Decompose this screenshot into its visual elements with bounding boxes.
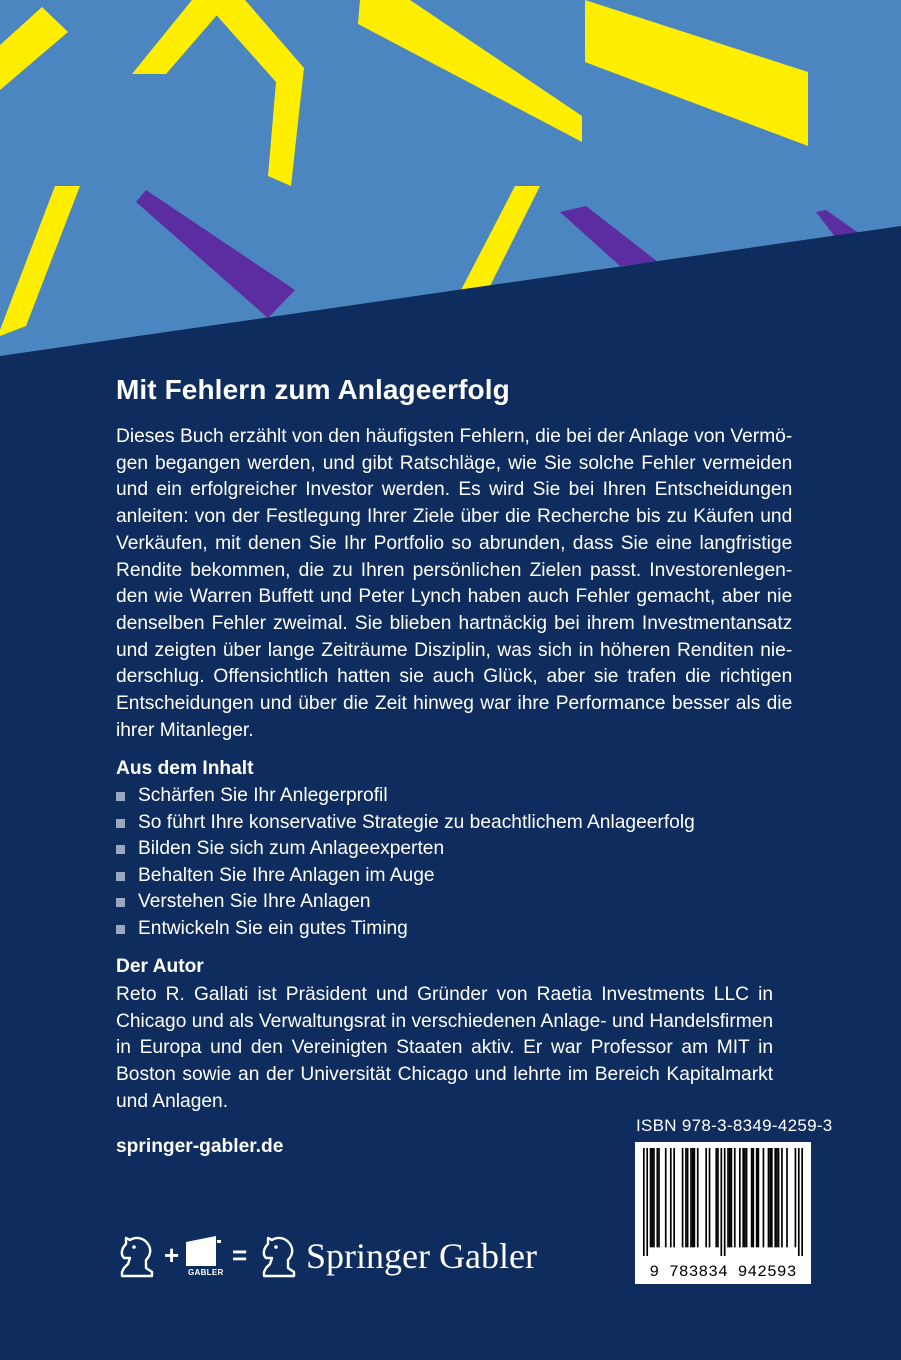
barcode-bar [653, 1148, 655, 1247]
description-line: und ein erfolgreicher Investor werden. Es wird Sie bei Ihren Entscheidungen [116, 479, 793, 501]
barcode-bar [673, 1148, 675, 1247]
barcode-bar [692, 1148, 694, 1247]
square-bullet-icon [116, 792, 125, 801]
description-line: anleiten: von der Festlegung Ihrer Ziele über die Recherche bis zu Käufen und [116, 506, 793, 528]
description-line: Verkäufen, mit denen Sie Ihr Portfolio so abrunden, dass Sie eine langfristige [116, 532, 793, 554]
square-bullet-icon [116, 872, 125, 881]
barcode-bar [798, 1148, 800, 1256]
list-item [116, 863, 695, 890]
publisher-logo [116, 1232, 556, 1284]
author-heading: Der Autor [116, 956, 204, 977]
barcode-bar [727, 1148, 729, 1247]
list-item [116, 836, 695, 863]
barcode-bar [758, 1148, 760, 1247]
equals-sign: = [232, 1240, 248, 1270]
barcode-bar [687, 1148, 689, 1247]
barcode-bar [756, 1148, 758, 1247]
barcode-bar [697, 1148, 699, 1247]
list-item [116, 889, 695, 916]
barcode-bar [717, 1148, 719, 1247]
springer-word: Springer [306, 1236, 430, 1276]
list-item-label: Schärfen Sie Ihr Anlegerprofil [138, 785, 388, 806]
author-line: Boston sowie an der Universität Chicago und lehrte im Bereich Kapitalmarkt [116, 1064, 774, 1086]
isbn-label: ISBN 978-3-8349-4259-3 [636, 1116, 833, 1135]
barcode-bar [752, 1148, 754, 1247]
description-line: und zeigten über lange Zeiträume Disziplin, was sich in höheren Renditen nie- [116, 639, 793, 661]
barcode-bar [651, 1148, 653, 1247]
description-line: Entscheidungen und über die Zeit hinweg war ihre Performance besser als die [116, 693, 793, 715]
list-item-label: So führt Ihre konservative Strategie zu beachtlichem Anlageerfolg [138, 811, 695, 833]
springer-gabler-wordmark [306, 1235, 537, 1277]
barcode-bar [646, 1148, 648, 1256]
barcode-bar [670, 1148, 672, 1247]
author-bio [116, 982, 773, 1116]
description-line: ihrer Mitanleger. [116, 719, 254, 741]
barcode-bar [731, 1148, 733, 1247]
square-bullet-icon [116, 819, 125, 828]
barcode-bar [801, 1148, 803, 1256]
barcode-bar [650, 1148, 652, 1247]
barcode-bar [705, 1148, 707, 1247]
description-line: Rendite bekommen, die zu Ihren persönlichen Zielen passt. Investorenlegen- [116, 559, 793, 581]
barcode-bar [685, 1148, 687, 1247]
book-title: Mit Fehlern zum Anlageerfolg [116, 374, 510, 405]
list-item [116, 916, 695, 943]
barcode-bar [734, 1148, 736, 1247]
barcode-bar [746, 1148, 748, 1247]
isbn-barcode [635, 1142, 811, 1284]
barcode-bar [694, 1148, 696, 1247]
plus-sign: + [164, 1240, 180, 1270]
barcode-bar [690, 1148, 692, 1247]
barcode-digits: 9 783834 942593 [649, 1263, 797, 1281]
list-item-label: Bilden Sie sich zum Anlageexperten [138, 838, 445, 860]
barcode-bar [656, 1148, 658, 1247]
list-item-label: Behalten Sie Ihre Anlagen im Auge [138, 864, 435, 886]
list-item [116, 810, 695, 837]
barcode-bar [658, 1148, 660, 1247]
barcode-bar [742, 1148, 744, 1247]
barcode-bar [774, 1148, 776, 1247]
square-bullet-icon [116, 898, 125, 907]
contents-list [116, 783, 695, 943]
barcode-bar [665, 1148, 667, 1247]
barcode-bar [776, 1148, 778, 1247]
square-bullet-icon [116, 925, 125, 934]
barcode-bar [744, 1148, 746, 1247]
description-line: Dieses Buch erzählt von den häufigsten Fehlern, die bei der Anlage von Vermö- [116, 426, 793, 447]
barcode-bar [729, 1148, 731, 1247]
barcode-bars [643, 1148, 803, 1256]
gabler-word: Gabler [438, 1236, 537, 1276]
list-item-label: Entwickeln Sie ein gutes Timing [138, 917, 408, 939]
description-line: gen begangen werden, und gibt Ratschläge, wie Sie solche Fehler vermeiden [116, 452, 793, 474]
barcode-bar [715, 1148, 717, 1247]
barcode-bar [763, 1148, 765, 1247]
barcode-bar [768, 1148, 770, 1247]
list-item [116, 783, 695, 810]
author-line: in Europa und den Vereinigten Staaten aktiv. Er war Professor am MIT in [116, 1037, 774, 1059]
barcode-bar [769, 1148, 771, 1247]
square-bullet-icon [116, 845, 125, 854]
barcode-bar [643, 1148, 645, 1256]
springer-horse-icon [116, 1234, 158, 1278]
description-line: den wie Warren Buffett und Peter Lynch haben auch Fehler gemacht, aber nie [116, 586, 793, 608]
barcode-bar [724, 1148, 726, 1256]
barcode-bar [771, 1148, 773, 1247]
author-line: Chicago und als Verwaltungsrat in verschiedenen Anlage- und Handelsfirmen [116, 1010, 774, 1032]
barcode-bar [795, 1148, 797, 1247]
barcode-bar [720, 1148, 722, 1256]
description-line: derschlug. Offensichtlich hatten sie auch Glück, aber sie trafen die richtigen [116, 666, 793, 688]
barcode-bar [781, 1148, 783, 1247]
barcode-bar [786, 1148, 788, 1247]
description-line: denselben Fehler zweimal. Sie blieben hartnäckig bei ihrem Investmentansatz [116, 612, 793, 634]
barcode-bar [751, 1148, 753, 1247]
barcode-bar [709, 1148, 711, 1247]
springer-horse-icon [258, 1234, 300, 1278]
publisher-website: springer-gabler.de [116, 1136, 284, 1157]
author-line: und Anlagen. [116, 1090, 229, 1112]
gabler-label: GABLER [188, 1268, 224, 1277]
contents-heading: Aus dem Inhalt [116, 758, 254, 779]
list-item-label: Verstehen Sie Ihre Anlagen [138, 891, 371, 913]
barcode-bar [682, 1148, 684, 1247]
barcode-bar [778, 1148, 780, 1247]
barcode-bar [739, 1148, 741, 1247]
author-line: Reto R. Gallati ist Präsident und Gründer von Raetia Investments LLC in [116, 984, 774, 1005]
book-description [116, 424, 792, 744]
